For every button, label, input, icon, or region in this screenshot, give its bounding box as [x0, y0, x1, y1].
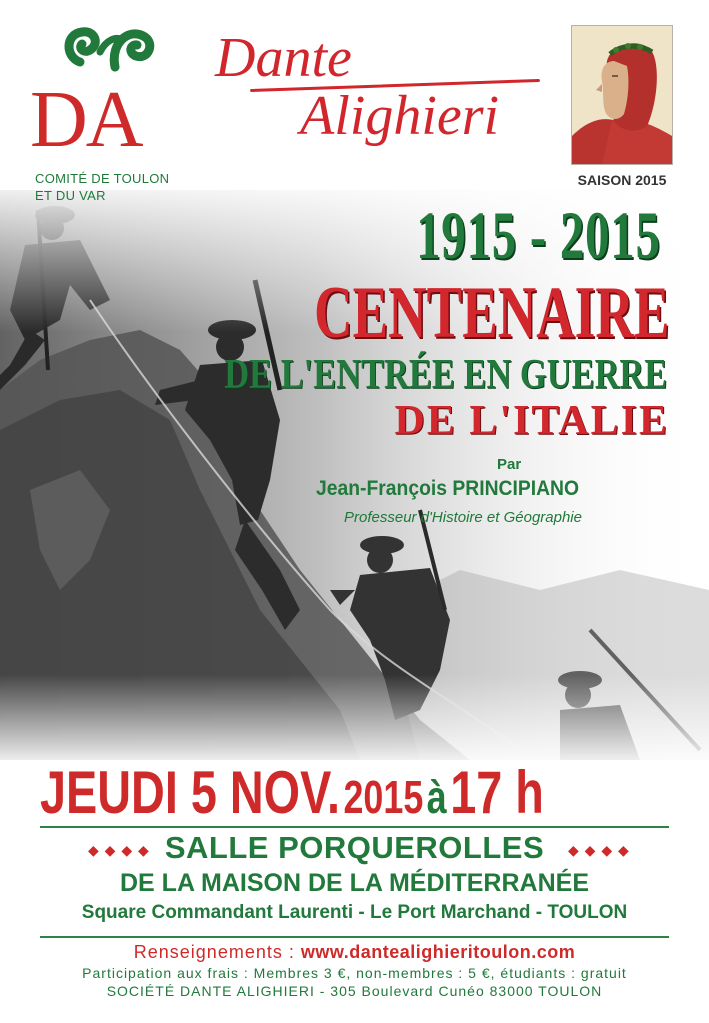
info-line — [0, 942, 709, 963]
society-address: SOCIÉTÉ DANTE ALIGHIERI - 305 Boulevard Cunéo 83000 TOULON — [106, 983, 603, 999]
divider-top — [40, 826, 669, 828]
decorative-dots-left: ◆ ◆ ◆ ◆ — [88, 842, 150, 858]
info-label: Renseignements : — [133, 942, 295, 962]
website-link[interactable]: www.dantealighieritoulon.com — [300, 942, 576, 962]
venue-building: DE LA MAISON DE LA MÉDITERRANÉE — [120, 869, 589, 897]
venue-name: SALLE PORQUEROLLES — [164, 830, 545, 865]
dante-portrait-icon — [571, 25, 673, 165]
participation-fees: Participation aux frais : Membres 3 €, non-membres : 5 €, étudiants : gratuit — [82, 965, 627, 981]
speaker-role: Professeur d'Histoire et Géographie — [344, 509, 582, 526]
season-label: SAISON 2015 — [577, 172, 667, 188]
title-entree-en-guerre: DE L'ENTRÉE EN GUERRE — [223, 352, 667, 398]
event-day: JEUDI 5 NOV. — [40, 759, 340, 826]
logo-letters: DA — [30, 76, 142, 164]
divider-bottom — [40, 936, 669, 938]
logo-line-2: ET DU VAR — [35, 188, 106, 203]
speaker-par: Par — [497, 456, 522, 473]
swirl-emblem-icon — [60, 22, 160, 80]
script-title-dante: Dante — [215, 27, 352, 89]
venue-address: Square Commandant Laurenti - Le Port Marchand - TOULON — [81, 902, 628, 923]
dante-logo — [30, 22, 180, 203]
event-year: 2015 — [343, 771, 424, 823]
logo-line-1: COMITÉ DE TOULON — [35, 171, 170, 186]
script-title-alighieri: Alighieri — [300, 85, 500, 147]
event-time: 17 h — [450, 759, 544, 826]
event-date — [40, 760, 544, 830]
title-italie: DE L'ITALIE — [394, 398, 669, 444]
event-a: à — [426, 771, 447, 823]
logo-subtitle — [35, 170, 169, 204]
title-years: 1915 - 2015 — [416, 197, 661, 273]
speaker-name: Jean-François PRINCIPIANO — [316, 477, 580, 500]
decorative-dots-right: ◆ ◆ ◆ ◆ — [568, 842, 630, 858]
title-centenaire: CENTENAIRE — [313, 272, 669, 354]
